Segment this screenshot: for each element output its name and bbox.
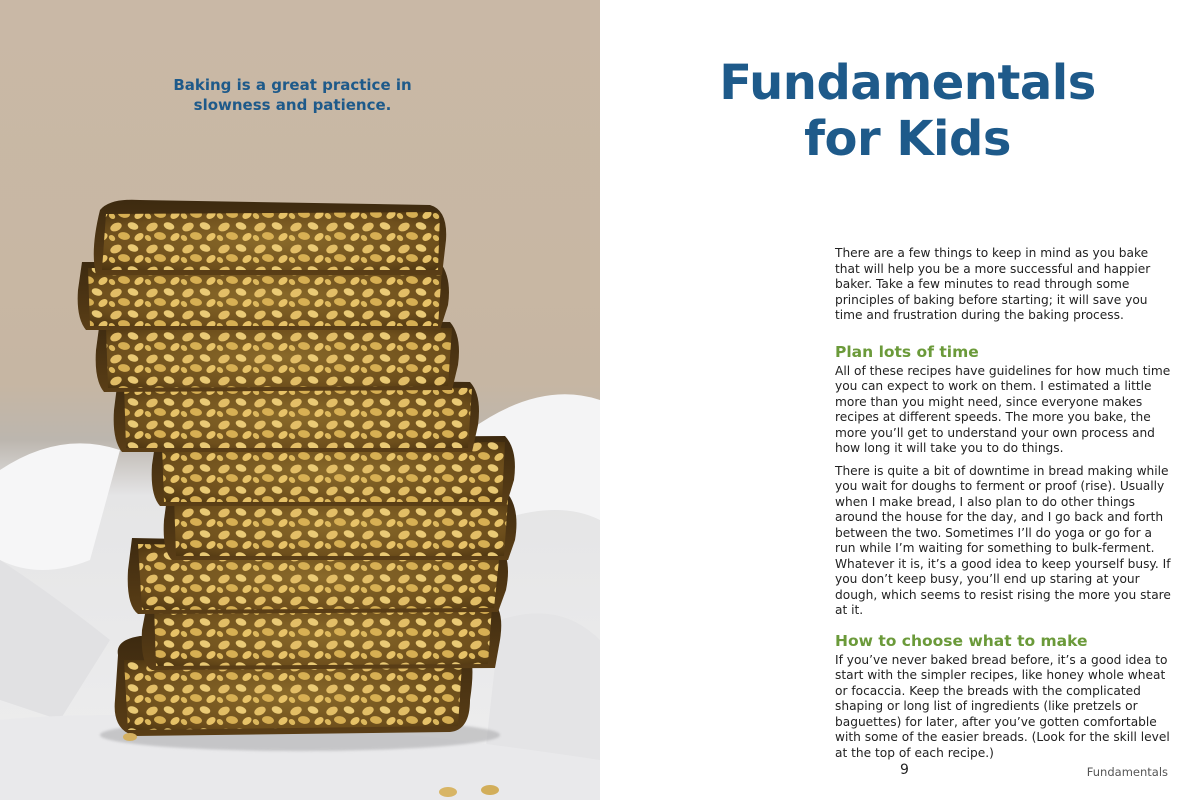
section-paragraph: If you’ve never baked bread before, it’s a good idea to start with the simpler recipes, like honey whole wheat or focaccia. Keep the breads with the complicated shaping or long list of ingredients (like pretzels or baguettes) for later, after you’ve gotten comfortable with some of the easier breads. (Look for the skill level at the top of each recipe.) (835, 652, 1170, 760)
photo-caption: Baking is a great practice in slowness and patience. (173, 76, 412, 114)
page-number: 9 (900, 762, 909, 778)
stray-oat (439, 787, 457, 797)
title-line-1: Fundamentals (719, 55, 1096, 111)
body-column (835, 246, 1175, 768)
section-heading-plan-time: Plan lots of time (835, 342, 979, 361)
running-footer: Fundamentals (1086, 765, 1168, 779)
page-title (600, 55, 1200, 167)
section-paragraph: There is quite a bit of downtime in bread making while you wait for doughs to ferment or proof (rise). Usually when I make bread, I also plan to do other things around the house for the day, and I go back and forth between the two. Sometimes I’ll do yoga or go for a run while I’m waiting for something to bulk-ferment. Whatever it is, it’s a good idea to keep yourself busy. If you don’t keep busy, you’ll end up staring at your dough, which seems to resist rising the more you stare at it. (835, 463, 1171, 617)
stray-oat (481, 785, 499, 795)
right-page (600, 0, 1200, 800)
stray-oat (123, 733, 137, 741)
title-line-2: for Kids (804, 111, 1011, 167)
section-paragraph: All of these recipes have guidelines for how much time you can expect to work on them. I estimated a little more than you might need, since everyone makes recipes at different speeds. The more you bake, the more you’ll get to understand your own process and how long it will take you to do things. (835, 363, 1171, 455)
intro-paragraph: There are a few things to keep in mind as you bake that will help you be a more successful and happier baker. Take a few minutes to read through some principles of baking before starting; it will save you time and frustration during the baking process. (835, 246, 1151, 322)
bread-slices (78, 200, 517, 736)
section-heading-choose-what-to-make: How to choose what to make (835, 631, 1088, 650)
